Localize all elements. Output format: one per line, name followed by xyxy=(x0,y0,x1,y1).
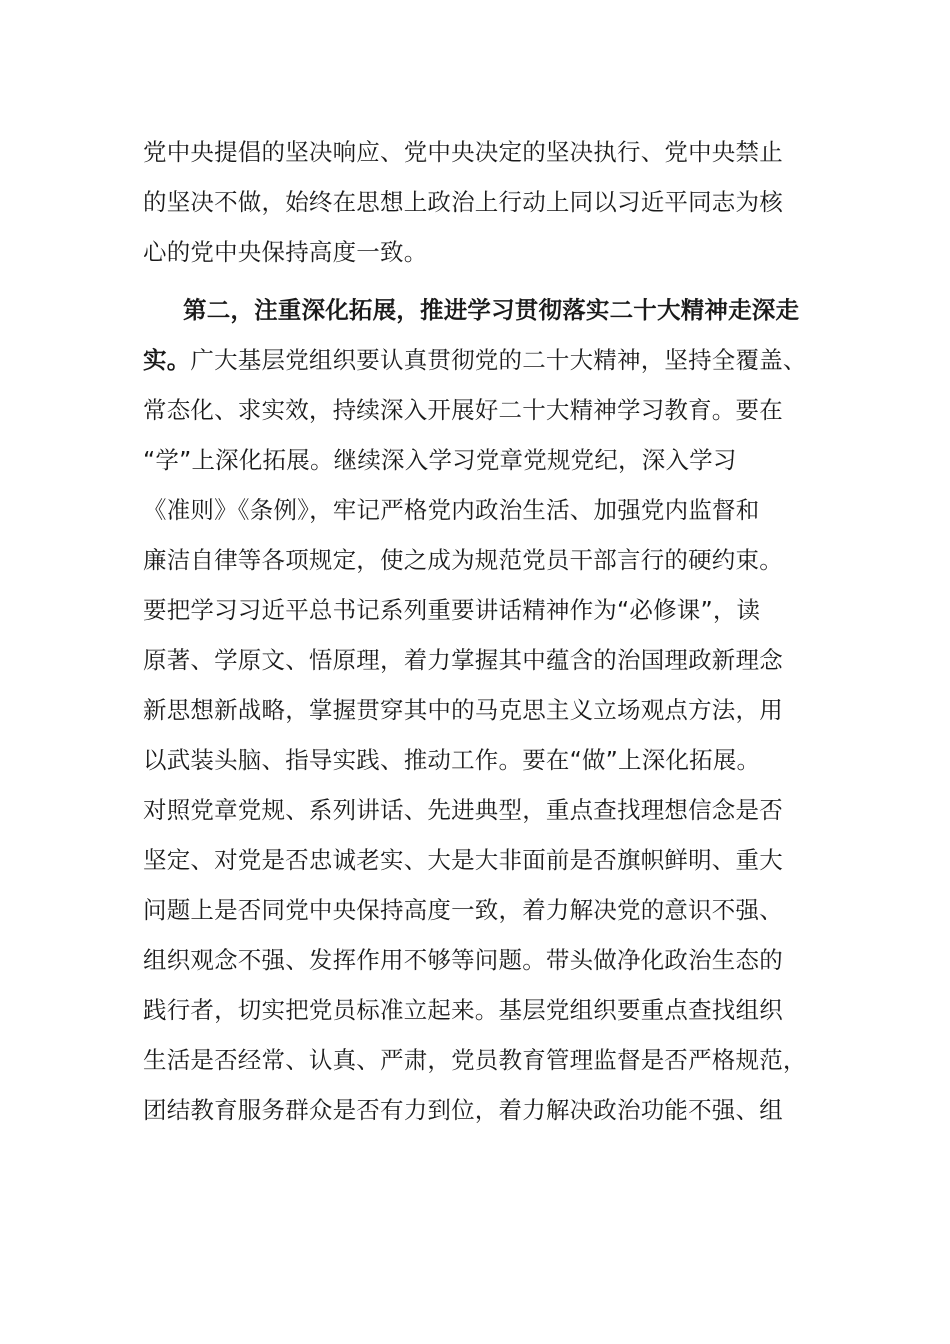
paragraph-2-line: 要把学习习近平总书记系列重要讲话精神作为“必修课”，读 xyxy=(143,596,761,624)
paragraph-2-line: 问题上是否同党中央保持高度一致，着力解决党的意识不强、 xyxy=(143,896,783,924)
paragraph-2-line: 新思想新战略，掌握贯穿其中的马克思主义立场观点方法，用 xyxy=(143,696,783,724)
paragraph-2-line: 生活是否经常、认真、严肃，党员教育管理监督是否严格规范， xyxy=(143,1046,807,1074)
paragraph-2-line: 团结教育服务群众是否有力到位，着力解决政治功能不强、组 xyxy=(143,1096,783,1124)
paragraph-2-heading-line: 第二，注重深化拓展，推进学习贯彻落实二十大精神走深走 xyxy=(183,296,800,324)
paragraph-2-line-2 xyxy=(143,335,823,385)
paragraph-1-line-2: 的坚决不做，始终在思想上政治上行动上同以习近平同志为核 xyxy=(143,188,783,216)
paragraph-2-line: 《准则》《条例》，牢记严格党内政治生活、加强党内监督和 xyxy=(143,496,760,524)
paragraph-2-line: “学”上深化拓展。继续深入学习党章党规党纪，深入学习 xyxy=(143,446,737,474)
paragraph-2-line: 组织观念不强、发挥作用不够等问题。带头做净化政治生态的 xyxy=(143,946,783,974)
paragraph-1-line-3: 心的党中央保持高度一致。 xyxy=(143,238,428,266)
paragraph-spacer xyxy=(143,277,823,285)
paragraph-2-line-2-text: 广大基层党组织要认真贯彻党的二十大精神，坚持全覆盖、 xyxy=(190,346,807,374)
paragraph-2-line: 原著、学原文、悟原理，着力掌握其中蕴含的治国理政新理念 xyxy=(143,646,783,674)
document-body xyxy=(143,127,823,1135)
paragraph-1-line-1: 党中央提倡的坚决响应、党中央决定的坚决执行、党中央禁止 xyxy=(143,138,783,166)
paragraph-2-line: 常态化、求实效，持续深入开展好二十大精神学习教育。要在 xyxy=(143,396,783,424)
paragraph-2-line: 践行者，切实把党员标准立起来。基层党组织要重点查找组织 xyxy=(143,996,783,1024)
paragraph-2-line: 以武装头脑、指导实践、推动工作。要在“做”上深化拓展。 xyxy=(143,746,761,774)
paragraph-2-line: 坚定、对党是否忠诚老实、大是大非面前是否旗帜鲜明、重大 xyxy=(143,846,783,874)
paragraph-2-line: 廉洁自律等各项规定，使之成为规范党员干部言行的硬约束。 xyxy=(143,546,783,574)
paragraph-2-heading-end: 实。 xyxy=(143,346,191,374)
paragraph-2-line: 对照党章党规、系列讲话、先进典型，重点查找理想信念是否 xyxy=(143,796,783,824)
